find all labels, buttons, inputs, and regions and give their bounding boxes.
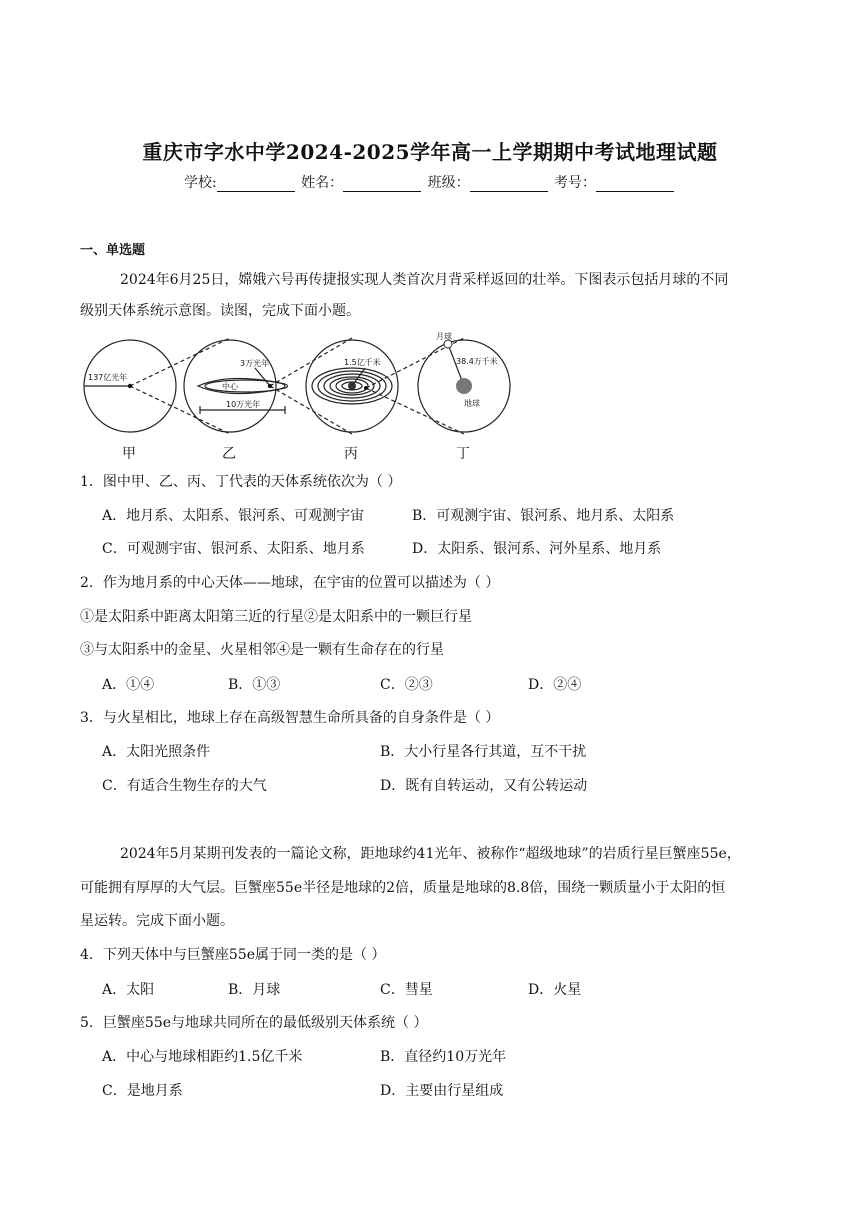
panel-label-ding: 丁 (456, 446, 470, 462)
q2-stem: 2．作为地月系的中心天体——地球，在宇宙的位置可以描述为（ ） (80, 575, 500, 591)
q2-option-c[interactable]: C．②③ (380, 677, 433, 693)
passage2-line3: 星运转。完成下面小题。 (80, 913, 234, 929)
q2-statement-line1: ①是太阳系中距离太阳第三近的行星②是太阳系中的一颗巨行星 (80, 609, 472, 625)
q2-option-b[interactable]: B．①③ (228, 677, 281, 693)
panel-label-yi: 乙 (222, 446, 236, 462)
q4-option-d[interactable]: D．火星 (528, 982, 582, 998)
ding-moon-label: 月球 (436, 332, 452, 341)
q1-stem: 1．图中甲、乙、丙、丁代表的天体系统依次为（ ） (80, 474, 402, 490)
section-heading: 一、单选题 (80, 243, 146, 258)
class-label: 班级： (427, 175, 470, 191)
q2-statement-line2: ③与太阳系中的金星、火星相邻④是一颗有生命存在的行星 (80, 642, 444, 658)
q3-option-a[interactable]: A．太阳光照条件 (102, 744, 211, 760)
q5-option-d[interactable]: D．主要由行星组成 (380, 1083, 504, 1099)
school-blank (217, 177, 295, 192)
ding-earth-label: 地球 (464, 399, 480, 408)
q5-option-c[interactable]: C．是地月系 (102, 1083, 183, 1099)
q5-option-a[interactable]: A．中心与地球相距约1.5亿千米 (102, 1049, 303, 1065)
q3-option-b[interactable]: B．大小行星各行其道，互不干扰 (380, 744, 587, 760)
q2-option-a[interactable]: A．①④ (102, 677, 155, 693)
q4-stem: 4．下列天体中与巨蟹座55e属于同一类的是（ ） (80, 947, 386, 963)
yi-label-bottom: 10万光年 (226, 400, 261, 409)
yi-label-top: 3万光年 (240, 359, 270, 368)
passage1-line1: 2024年6月25日，嫦娥六号再传捷报实现人类首次月背采样返回的壮举。下图表示包括月球的不同 (120, 272, 729, 288)
celestial-systems-figure (80, 328, 520, 464)
q5-option-b[interactable]: B．直径约10万光年 (380, 1049, 507, 1065)
id-label: 考号： (554, 175, 597, 191)
q1-option-c[interactable]: C．可观测宇宙、银河系、太阳系、地月系 (102, 541, 365, 557)
q1-option-b[interactable]: B．可观测宇宙、银河系、地月系、太阳系 (412, 508, 675, 524)
school-label: 学校: (183, 175, 217, 191)
class-blank (470, 177, 548, 192)
student-info-line (0, 172, 860, 192)
bing-label: 1.5亿千米 (344, 358, 381, 367)
q4-option-b[interactable]: B．月球 (228, 982, 281, 998)
q2-option-d[interactable]: D．②④ (528, 677, 582, 693)
q1-option-a[interactable]: A．地月系、太阳系、银河系、可观测宇宙 (102, 508, 365, 524)
q1-option-d[interactable]: D．太阳系、银河系、河外星系、地月系 (412, 541, 662, 557)
q4-option-c[interactable]: C．彗星 (380, 982, 433, 998)
ding-distance-label: 38.4万千米 (456, 357, 498, 366)
passage2-line2: 可能拥有厚厚的大气层。巨蟹座55e半径是地球的2倍，质量是地球的8.8倍，围绕一颗质量小于太阳的恒 (80, 880, 726, 896)
q4-option-a[interactable]: A．太阳 (102, 982, 155, 998)
q5-stem: 5．巨蟹座55e与地球共同所在的最低级别天体系统（ ） (80, 1015, 428, 1031)
passage2-line1: 2024年5月某期刊发表的一篇论文称，距地球约41光年、被称作“超级地球”的岩质行星巨蟹座55e， (120, 846, 741, 862)
name-blank (343, 177, 421, 192)
q3-option-c[interactable]: C．有适合生物生存的大气 (102, 778, 267, 794)
page-title: 重庆市字水中学2024-2025学年高一上学期期中考试地理试题 (142, 140, 718, 164)
q3-stem: 3．与火星相比，地球上存在高级智慧生命所具备的自身条件是（ ） (80, 710, 500, 726)
panel-label-jia: 甲 (122, 446, 136, 462)
name-label: 姓名： (301, 175, 344, 191)
yi-label-center: 中心 (222, 382, 238, 391)
q3-option-d[interactable]: D．既有自转运动，又有公转运动 (380, 778, 588, 794)
id-blank (596, 177, 674, 192)
panel-label-bing: 丙 (344, 446, 358, 462)
passage1-line2: 级别天体系统示意图。读图，完成下面小题。 (80, 303, 360, 319)
jia-label: 137亿光年 (88, 373, 128, 382)
